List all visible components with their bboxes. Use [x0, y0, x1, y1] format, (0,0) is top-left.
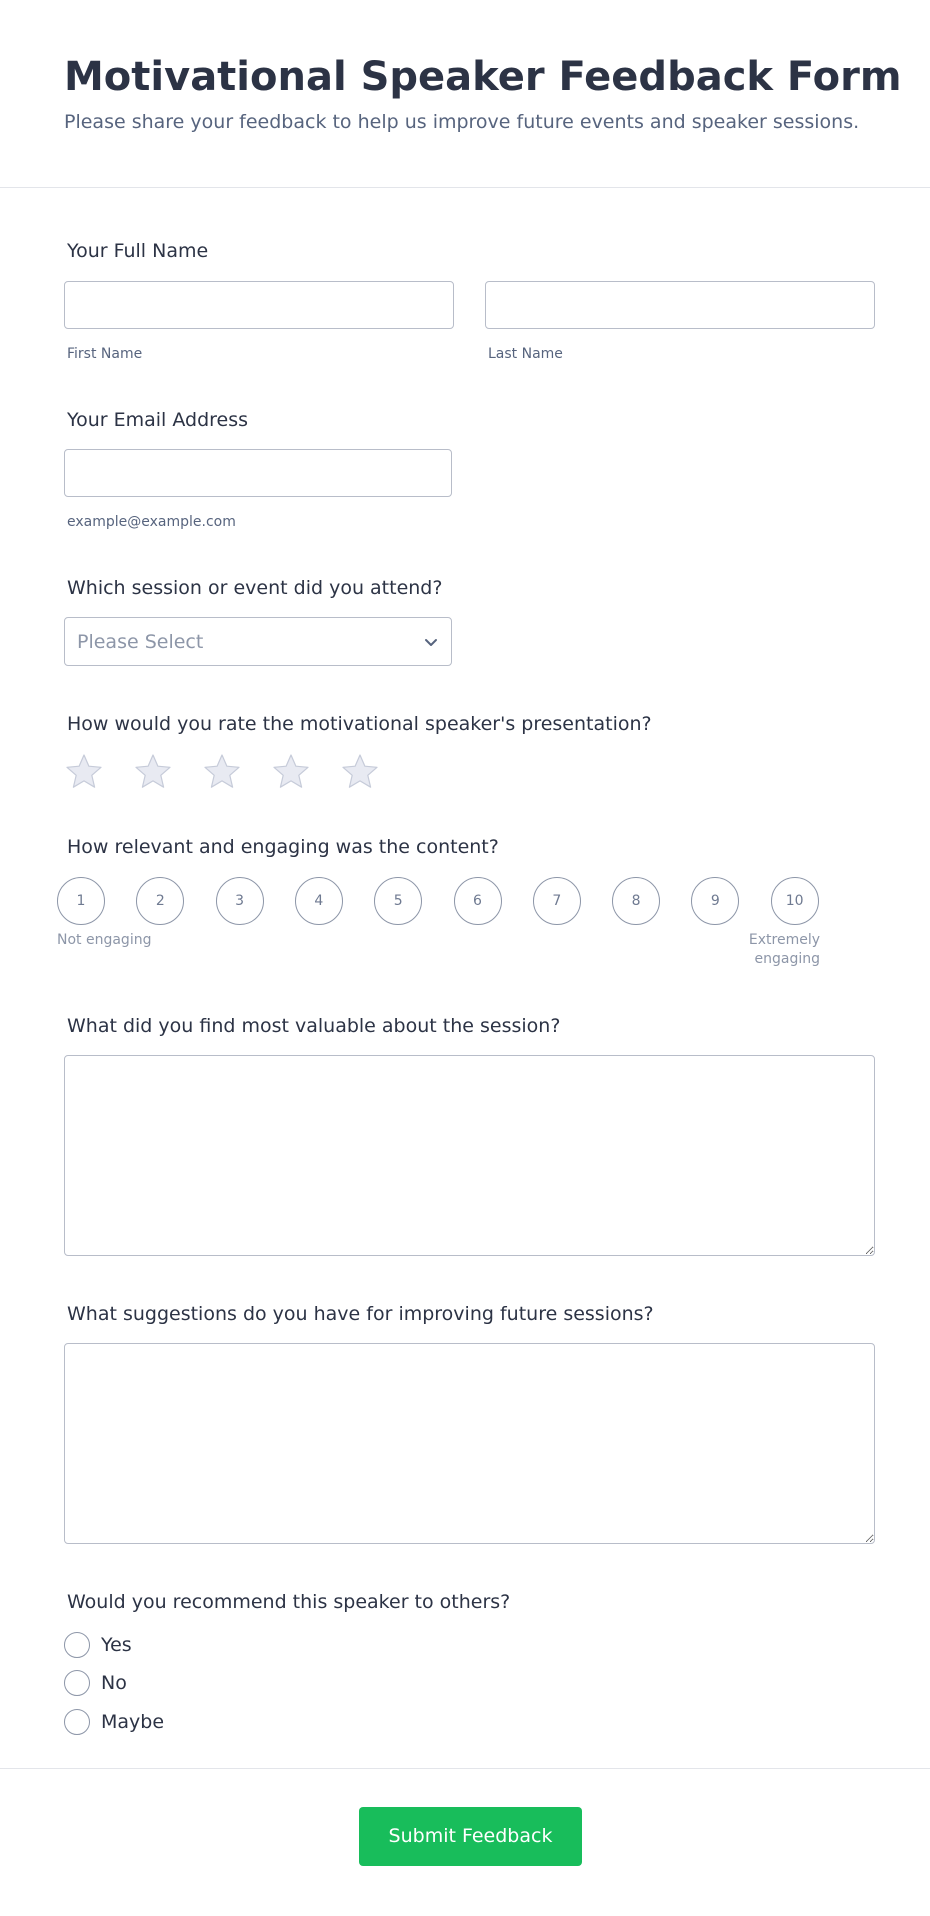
- session-label: Which session or event did you attend?: [67, 577, 443, 599]
- scale-option-1[interactable]: 1: [57, 877, 105, 925]
- star-icon[interactable]: [64, 752, 104, 792]
- radio-option-label: No: [101, 1672, 127, 1694]
- scale-option-10[interactable]: 10: [771, 877, 819, 925]
- radio-option-label: Yes: [101, 1634, 132, 1656]
- session-select-value: Please Select: [77, 631, 204, 653]
- scale-option-7[interactable]: 7: [533, 877, 581, 925]
- email-label: Your Email Address: [67, 409, 249, 431]
- valuable-textarea[interactable]: [64, 1055, 875, 1256]
- radio-button[interactable]: [64, 1670, 90, 1696]
- suggestions-label: What suggestions do you have for improving future sessions?: [67, 1303, 654, 1325]
- rating-label: How would you rate the motivational speaker's presentation?: [67, 713, 652, 735]
- first-name-sublabel: First Name: [67, 346, 143, 362]
- star-icon[interactable]: [133, 752, 173, 792]
- scale-low-label: Not engaging: [57, 932, 152, 948]
- valuable-label: What did you find most valuable about the session?: [67, 1015, 561, 1037]
- scale-label: How relevant and engaging was the content?: [67, 836, 499, 858]
- footer-divider: [0, 1768, 930, 1769]
- scale-option-5[interactable]: 5: [374, 877, 422, 925]
- radio-button[interactable]: [64, 1632, 90, 1658]
- last-name-sublabel: Last Name: [488, 346, 563, 362]
- chevron-down-icon: [423, 634, 439, 650]
- full-name-label: Your Full Name: [67, 240, 209, 262]
- scale-high-label: Extremely engaging: [748, 932, 820, 967]
- session-select[interactable]: [64, 617, 452, 666]
- suggestions-textarea[interactable]: [64, 1343, 875, 1544]
- email-sublabel: example@example.com: [67, 514, 236, 530]
- first-name-input[interactable]: [64, 281, 454, 329]
- recommend-label: Would you recommend this speaker to others?: [67, 1591, 511, 1613]
- star-icon[interactable]: [340, 752, 380, 792]
- radio-option-label: Maybe: [101, 1711, 165, 1733]
- scale-option-9[interactable]: 9: [691, 877, 739, 925]
- page-title: Motivational Speaker Feedback Form: [64, 54, 902, 100]
- form-header: [0, 0, 930, 188]
- scale-option-4[interactable]: 4: [295, 877, 343, 925]
- radio-button[interactable]: [64, 1709, 90, 1735]
- scale-option-3[interactable]: 3: [216, 877, 264, 925]
- star-icon[interactable]: [202, 752, 242, 792]
- scale-option-6[interactable]: 6: [454, 877, 502, 925]
- submit-feedback-button[interactable]: Submit Feedback: [359, 1807, 582, 1866]
- scale-option-2[interactable]: 2: [136, 877, 184, 925]
- email-input[interactable]: [64, 449, 452, 497]
- page-subtitle: Please share your feedback to help us improve future events and speaker sessions.: [64, 111, 860, 133]
- star-icon[interactable]: [271, 752, 311, 792]
- scale-option-8[interactable]: 8: [612, 877, 660, 925]
- last-name-input[interactable]: [485, 281, 875, 329]
